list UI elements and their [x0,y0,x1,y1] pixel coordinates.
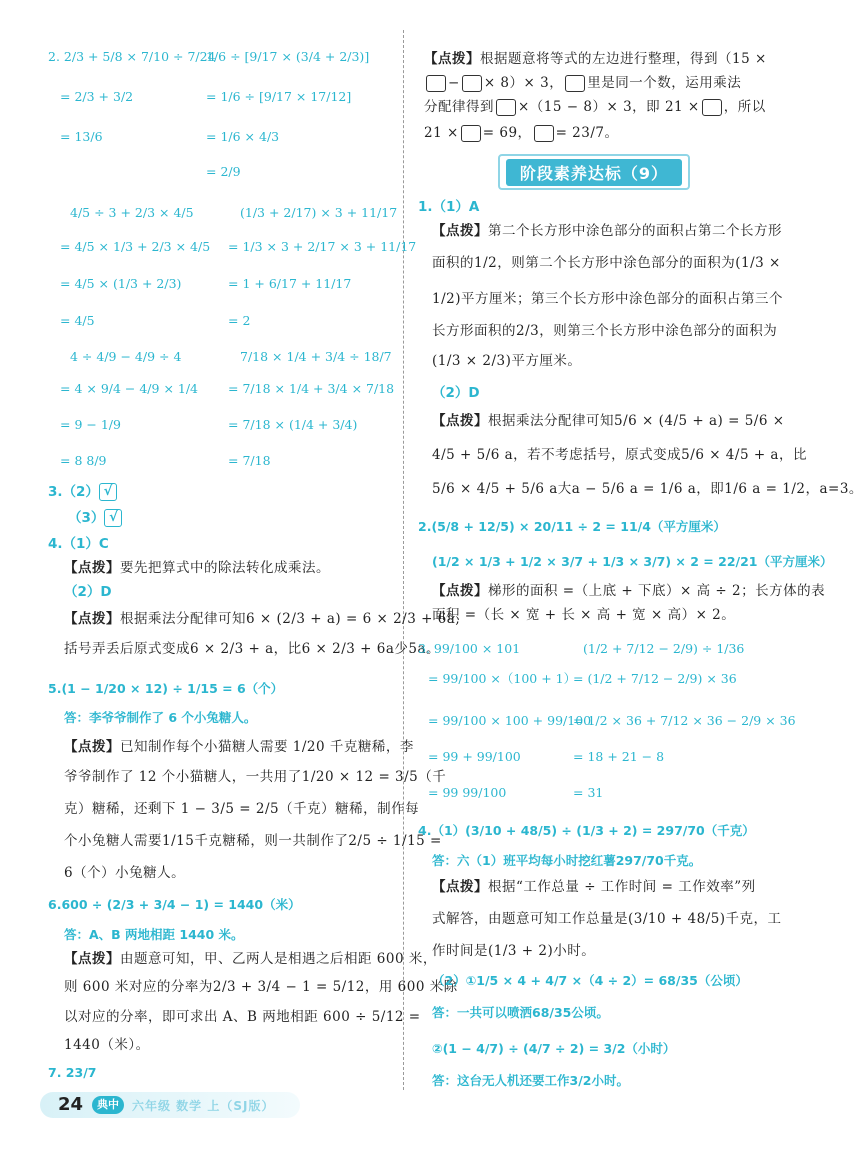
s1-tip: 面积的1/2，则第二个长方形中涂色部分的面积为(1/3 × [432,255,781,271]
blank-box [534,125,554,142]
s1-answer: 1.（1）A [418,199,480,215]
blank-box [565,75,585,92]
q2-line: = 4 × 9/4 − 4/9 × 1/4 [60,381,199,396]
s3-line: = (1/2 + 7/12 − 2/9) × 36 [573,671,737,686]
s2-tip: 【点拨】梯形的面积 =（上底 + 下底）× 高 ÷ 2；长方体的表 [432,583,826,599]
r-tip: 分配律得到 ×（15 − 8）× 3，即 21 × ，所以 [424,99,766,115]
q2-line: = 7/18 × (1/4 + 3/4) [228,417,358,432]
q6-tip: 以对应的分率，即可求出 A、B 两地相距 600 ÷ 5/12 = [64,1009,421,1025]
q6-tip: 1440（米）。 [64,1037,150,1053]
q2-line: = 9 − 1/9 [60,417,121,432]
s3-line: = 1/2 × 36 + 7/12 × 36 − 2/9 × 36 [573,713,796,728]
q2-line: 4 ÷ 4/9 − 4/9 ÷ 4 [70,349,182,364]
s4-ans-text: 答：这台无人机还要工作3/2小时。 [432,1073,629,1088]
s3-line: 3. 99/100 × 101 [418,641,521,656]
q3-label: 3.（2） √ [48,483,117,501]
s4-tip: 【点拨】根据“工作总量 ÷ 工作时间 = 工作效率”列 [432,879,756,895]
s1-tip: 【点拨】第二个长方形中涂色部分的面积占第二个长方形 [432,223,782,239]
s2-answer: (1/2 × 1/3 + 1/2 × 3/7 + 1/3 × 3/7) × 2 = 22/21（平方厘米） [432,554,833,569]
q6-answer: 6.600 ÷ (2/3 + 3/4 − 1) = 1440（米） [48,897,301,912]
q2-line: (1/3 + 2/17) × 3 + 11/17 [240,205,398,220]
q2-line: = 1/6 ÷ [9/17 × 17/12] [206,89,352,104]
q5-tip: 克）糖稀，还剩下 1 − 3/5 = 2/5（千克）糖稀，制作每 [64,801,420,817]
brand-logo: 典中 [92,1096,124,1114]
s1-tip: 5/6 × 4/5 + 5/6 a大a − 5/6 a = 1/6 a，即1/6 a = 1/2，a=3。 [432,481,863,497]
q2-line: = 8 8/9 [60,453,107,468]
q2-line: = 1 + 6/17 + 11/17 [228,276,352,291]
blank-box [426,75,446,92]
q6-tip: 则 600 米对应的分率为2/3 + 3/4 − 1 = 5/12，用 600 米除 [64,979,458,995]
q4-answer: （2）D [64,584,112,600]
s4-tip: 式解答，由题意可知工作总量是(3/10 + 48/5)千克，工 [432,911,782,927]
q3-label: （3） √ [68,509,122,527]
q2-line: = 7/18 × 1/4 + 3/4 × 7/18 [228,381,395,396]
q6-tip: 【点拨】由题意可知，甲、乙两人是相遇之后相距 600 米， [64,951,437,967]
blank-box [702,99,722,116]
q5-tip: 6（个）小兔糖人。 [64,865,186,881]
s2-answer: 2.(5/8 + 12/5) × 20/11 ÷ 2 = 11/4（平方厘米） [418,519,726,534]
q5-tip: 爷爷制作了 12 个小猫糖人，一共用了1/20 × 12 = 3/5（千 [64,769,447,785]
q2-line: 7/18 × 1/4 + 3/4 ÷ 18/7 [240,349,392,364]
s1-tip: 【点拨】根据乘法分配律可知5/6 × (4/5 + a) = 5/6 × [432,413,785,429]
column-divider [403,30,404,1090]
r-tip: 【点拨】根据题意将等式的左边进行整理，得到（15 × [424,51,767,67]
s1-tip: (1/3 × 2/3)平方厘米。 [432,353,582,369]
page-number: 24 [58,1094,84,1115]
s3-line: = 99/100 × 100 + 99/100 [428,713,592,728]
r-tip: 21 × = 69， = 23/7。 [424,125,619,141]
q2-line: = 13/6 [60,129,103,144]
s4-answer: ②(1 − 4/7) ÷ (4/7 ÷ 2) = 3/2（小时） [432,1041,676,1056]
q2-line: = 2/9 [206,164,241,179]
s3-line: = 31 [573,785,604,800]
s2-tip: 面积 =（长 × 宽 + 长 × 高 + 宽 × 高）× 2。 [432,607,736,623]
s3-line: = 18 + 21 − 8 [573,749,665,764]
r-tip: − × 8）× 3， 里是同一个数，运用乘法 [424,74,741,92]
q5-ans-text: 答：李爷爷制作了 6 个小兔糖人。 [64,710,257,725]
q6-ans-text: 答：A、B 两地相距 1440 米。 [64,927,244,942]
q7-answer: 7. 23/7 [48,1065,97,1080]
q2-line: 4/5 ÷ 3 + 2/3 × 4/5 [70,205,194,220]
q2-line: = 2 [228,313,251,328]
s3-line: (1/2 + 7/12 − 2/9) ÷ 1/36 [583,641,745,656]
s4-ans-text: 答：一共可以喷洒68/35公顷。 [432,1005,609,1020]
blank-box [461,125,481,142]
blank-box [462,75,482,92]
check-icon: √ [99,483,117,501]
q2-line: = 1/6 × 4/3 [206,129,280,144]
blank-box [496,99,516,116]
s1-tip: 长方形面积的2/3，则第三个长方形中涂色部分的面积为 [432,323,778,339]
section-title: 阶段素养达标（9） [506,159,682,186]
q5-tip: 【点拨】已知制作每个小猫糖人需要 1/20 千克糖稀，李 [64,739,414,755]
section-banner [498,154,690,190]
q2-line: 1/6 ÷ [9/17 × (3/4 + 2/3)] [206,49,370,64]
s3-line: = 99 + 99/100 [428,749,521,764]
s4-answer: （2）①1/5 × 4 + 4/7 ×（4 ÷ 2）= 68/35（公顷） [432,973,748,988]
s4-tip: 作时间是(1/3 + 2)小时。 [432,943,596,959]
q4-tip: 括号弄丢后原式变成6 × 2/3 + a，比6 × 2/3 + 6a少5a。 [64,641,441,657]
q2-line: = 4/5 × (1/3 + 2/3) [60,276,182,291]
s1-answer: （2）D [432,385,480,401]
q2-line: = 4/5 × 1/3 + 2/3 × 4/5 [60,239,211,254]
q4-tip: 【点拨】根据乘法分配律可知6 × (2/3 + a) = 6 × 2/3 + 6a, [64,611,461,627]
q4-answer: 4.（1）C [48,536,109,552]
q5-tip: 个小兔糖人需要1/15千克糖稀，则一共制作了2/5 ÷ 1/15 = [64,833,442,849]
s4-answer: 4.（1）(3/10 + 48/5) ÷ (1/3 + 2) = 297/70（千克） [418,823,755,838]
q2-line: = 2/3 + 3/2 [60,89,134,104]
s1-tip: 1/2)平方厘米；第三个长方形中涂色部分的面积占第三个 [432,291,783,307]
book-title: 六年级 数学 上（SJ版） [132,1099,275,1113]
check-icon: √ [104,509,122,527]
q2-line: = 4/5 [60,313,95,328]
q2-line: 2. 2/3 + 5/8 × 7/10 ÷ 7/24 [48,49,216,64]
q5-answer: 5.(1 − 1/20 × 12) ÷ 1/15 = 6（个） [48,681,284,696]
q2-line: = 1/3 × 3 + 2/17 × 3 + 11/17 [228,239,417,254]
s3-line: = 99/100 ×（100 + 1） [428,671,577,686]
s1-tip: 4/5 + 5/6 a，若不考虑括号，原式变成5/6 × 4/5 + a，比 [432,447,807,463]
s4-ans-text: 答：六（1）班平均每小时挖红薯297/70千克。 [432,853,702,868]
q4-tip: 【点拨】要先把算式中的除法转化成乘法。 [64,560,330,576]
s3-line: = 99 99/100 [428,785,507,800]
q2-line: = 7/18 [228,453,271,468]
